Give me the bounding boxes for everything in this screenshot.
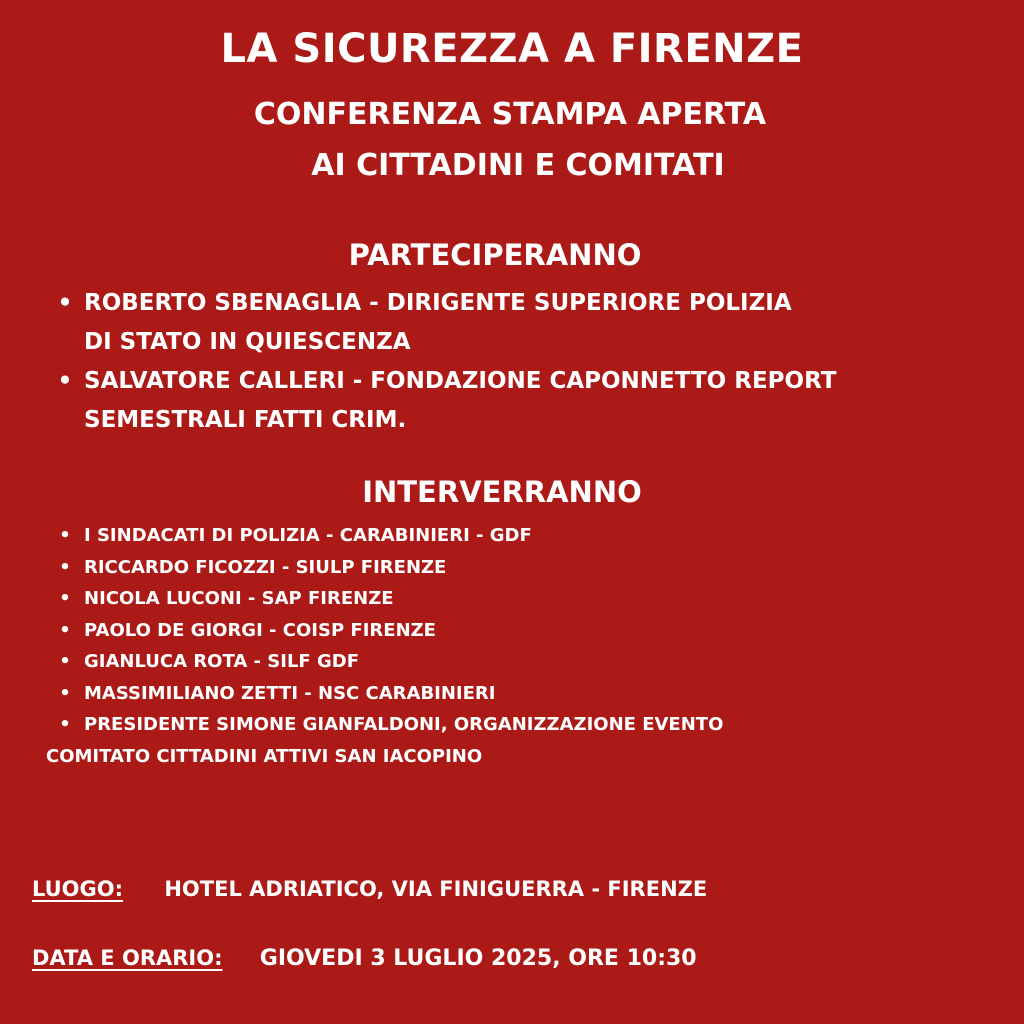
bullet-icon: • [59,651,71,672]
bullet-icon: • [57,290,73,316]
speakers-list [46,520,956,772]
event-date-row [32,943,697,974]
speaker-item [56,552,956,584]
speaker-item [56,678,956,710]
bullet-icon: • [59,556,71,578]
speaker-text: GIANLUCA ROTA - SILF GDF [84,651,360,672]
speaker-text: PRESIDENTE SIMONE GIANFALDONI, ORGANIZZAZIONE EVENTO [84,714,724,735]
participant-item [56,362,986,440]
date-label: DATA E ORARIO: [32,946,223,970]
bullet-icon: • [59,714,71,735]
bullet-icon: • [57,368,73,394]
speaker-text-continuation: COMITATO CITTADINI ATTIVI SAN IACOPINO [46,745,483,767]
poster-subtitle-line-2: AI CITTADINI E COMITATI [311,148,725,183]
participants-heading: PARTECIPERANNO [348,238,642,272]
place-value: HOTEL ADRIATICO, VIA FINIGUERRA - FIRENZE [164,877,708,901]
speaker-text: PAOLO DE GIORGI - COISP FIRENZE [84,619,436,641]
speakers-heading: INTERVERRANNO [362,475,642,509]
speaker-item [56,615,956,647]
bullet-icon: • [59,525,71,546]
speaker-item [56,583,956,615]
speaker-item [56,646,956,678]
place-label: LUOGO: [32,877,124,901]
participant-line-2: DI STATO IN QUIESCENZA [84,329,411,355]
poster-title: LA SICUREZZA A FIRENZE [220,26,804,72]
participants-list [56,284,986,440]
speaker-text: MASSIMILIANO ZETTI - NSC CARABINIERI [84,682,496,704]
participant-line-2: SEMESTRALI FATTI CRIM. [84,407,407,433]
bullet-icon: • [59,588,71,609]
speaker-text: RICCARDO FICOZZI - SIULP FIRENZE [84,556,447,578]
poster-subtitle-line-1: CONFERENZA STAMPA APERTA [253,97,767,132]
participant-line-1: SALVATORE CALLERI - FONDAZIONE CAPONNETTO REPORT [84,368,837,394]
bullet-icon: • [59,682,71,704]
date-value: GIOVEDI 3 LUGLIO 2025, ORE 10:30 [259,946,697,971]
speaker-item [56,520,956,552]
participant-item [56,284,986,362]
speaker-text: NICOLA LUCONI - SAP FIRENZE [84,588,394,609]
speaker-text: I SINDACATI DI POLIZIA - CARABINIERI - GDF [84,525,532,546]
participant-line-1: ROBERTO SBENAGLIA - DIRIGENTE SUPERIORE POLIZIA [84,290,792,316]
bullet-icon: • [59,619,71,641]
speaker-item [46,709,956,772]
event-place-row [32,874,707,904]
